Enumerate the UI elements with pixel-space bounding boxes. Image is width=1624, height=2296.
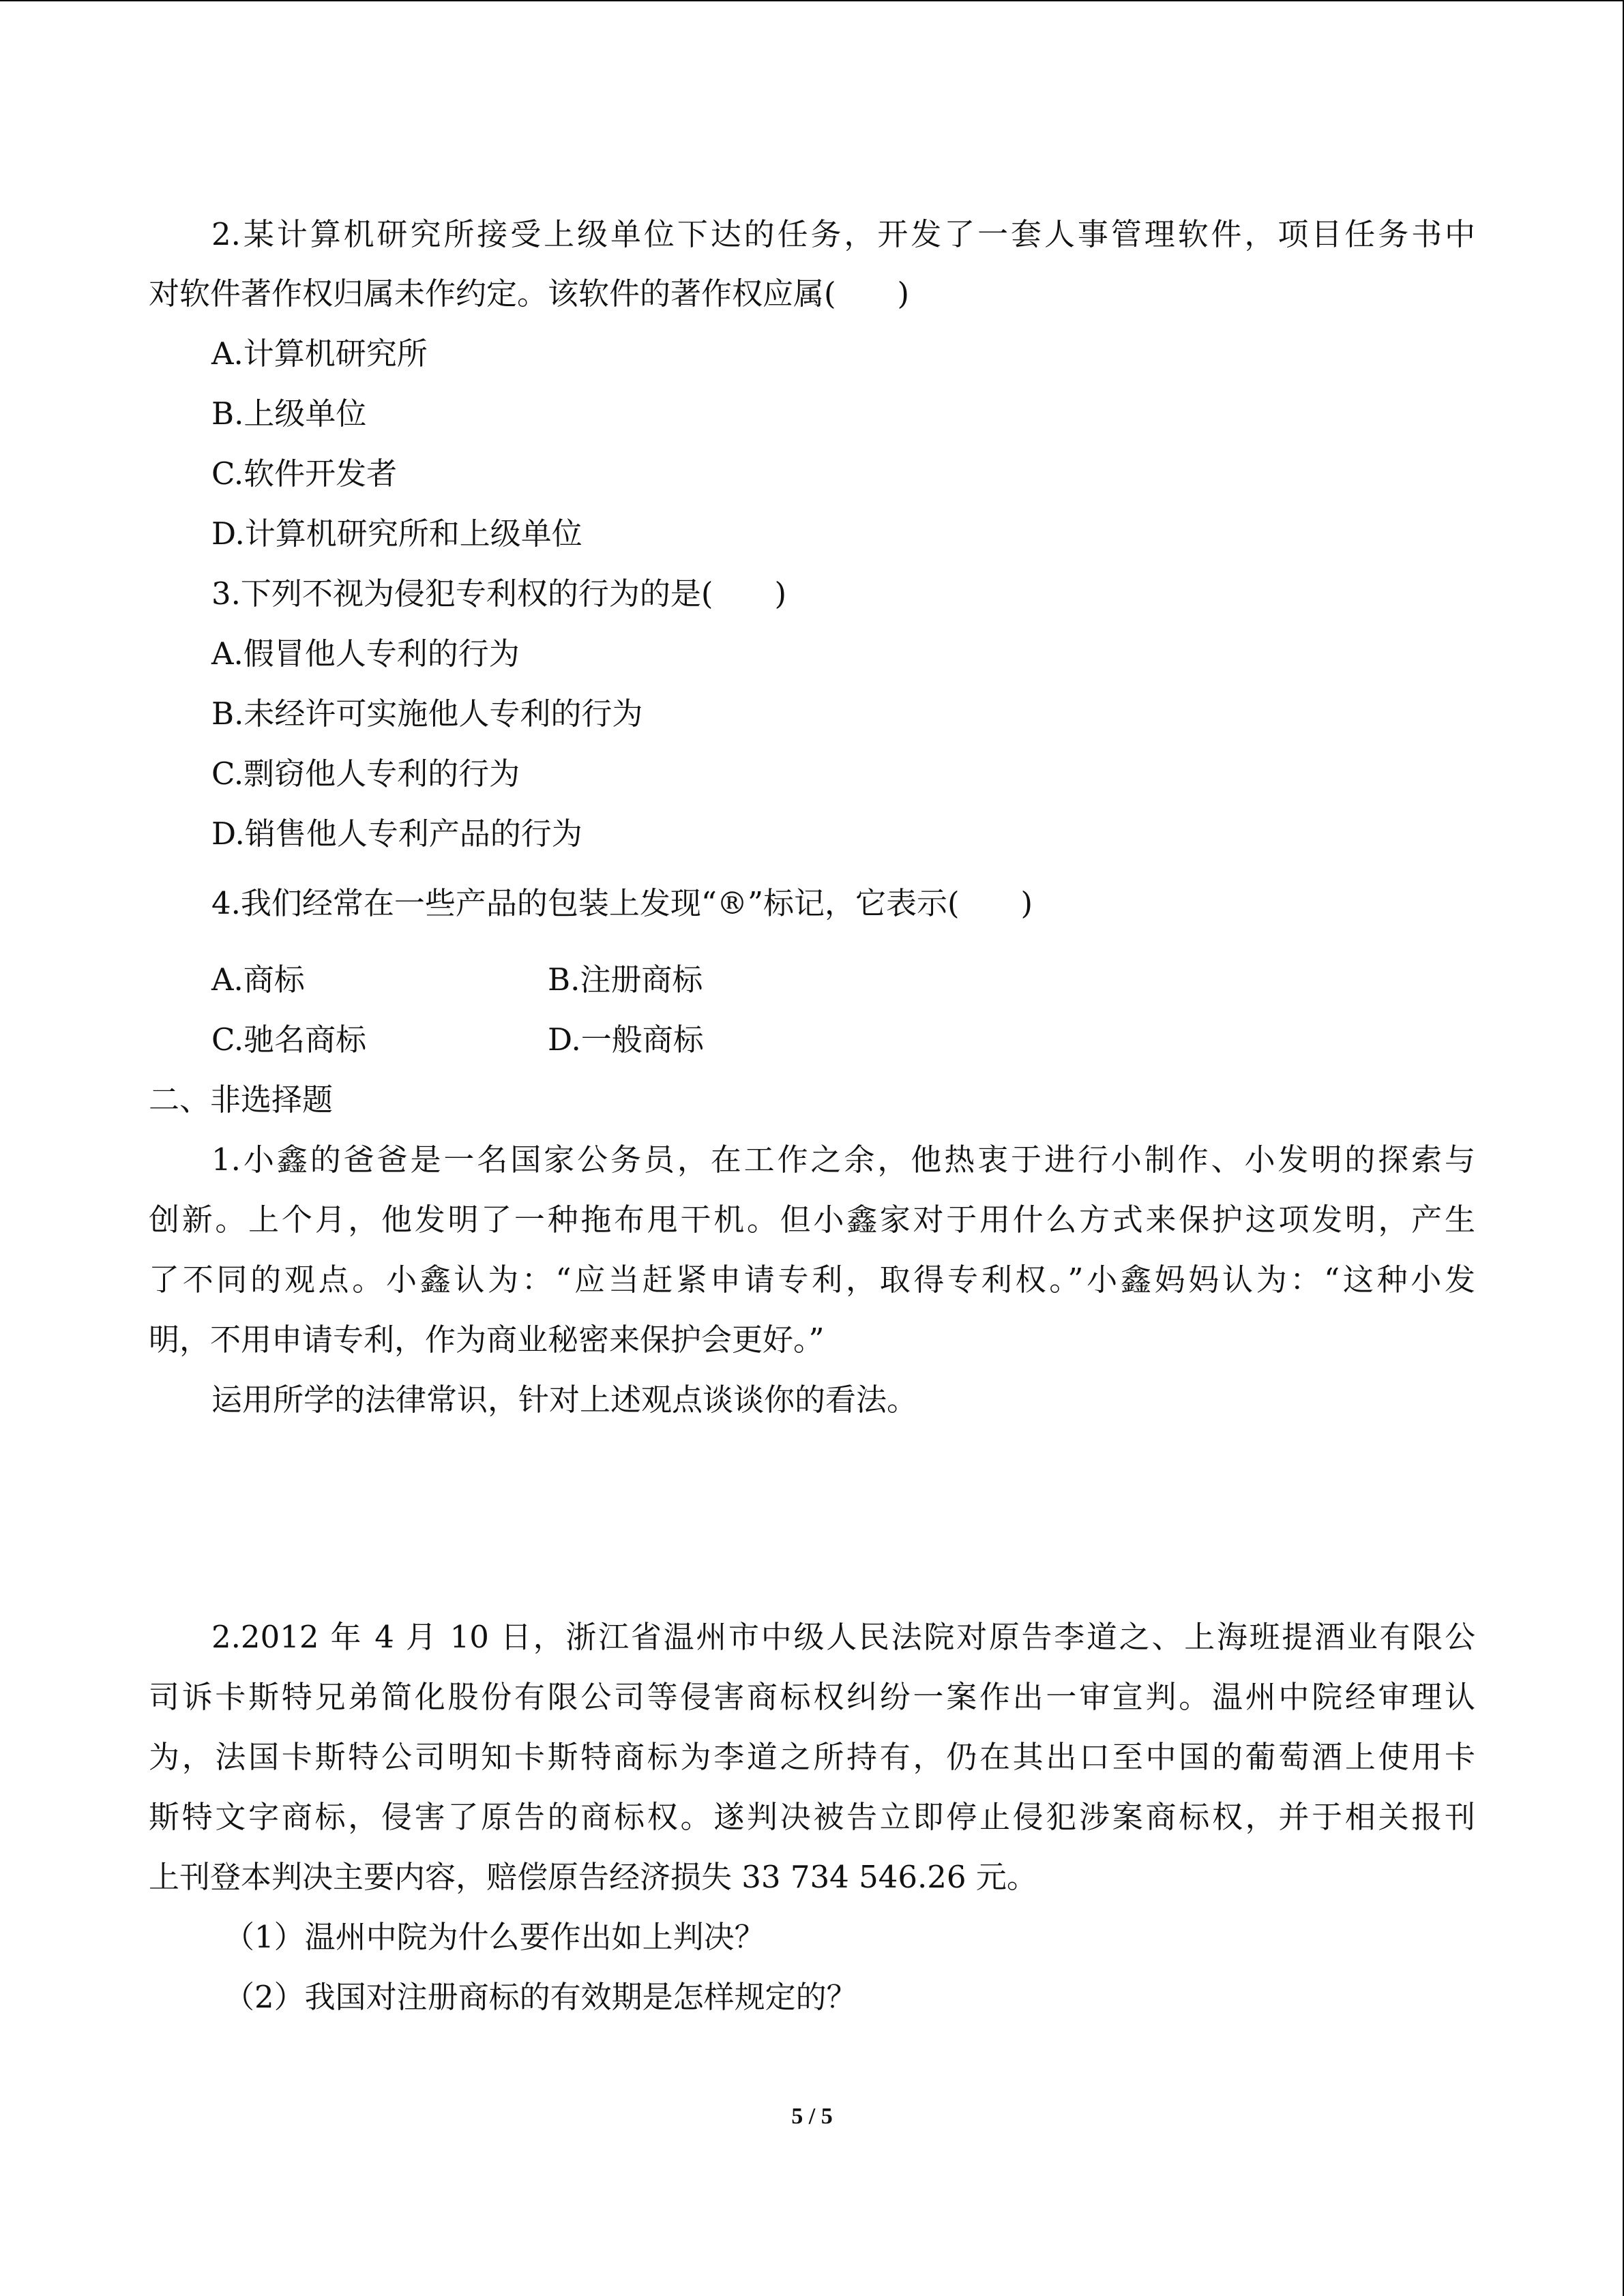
q1-line-2: 创新。上个月，他发明了一种拖布甩干机。但小鑫家对于用什么方式来保护这项发明，产生: [149, 1202, 1475, 1238]
q1-line-3: 了不同的观点。小鑫认为：“应当赶紧申请专利，取得专利权。”小鑫妈妈认为：“这种小发: [149, 1262, 1475, 1298]
mc-question-2-option-c: C.软件开发者: [211, 456, 398, 492]
q2-line-4: 斯特文字商标，侵害了原告的商标权。遂判决被告立即停止侵犯涉案商标权，并于相关报刊: [149, 1799, 1475, 1835]
q1-task: 运用所学的法律常识，针对上述观点谈谈你的看法。: [211, 1382, 918, 1418]
mc-question-2-option-a: A.计算机研究所: [211, 336, 428, 372]
mc-question-3-stem: 3.下列不视为侵犯专利权的行为的是( ): [211, 576, 787, 612]
mc-question-2-option-b: B.上级单位: [211, 396, 367, 432]
mc-question-3-option-b: B.未经许可实施他人专利的行为: [211, 696, 643, 732]
q2-subquestion-1: （1）温州中院为什么要作出如上判决？: [224, 1919, 765, 1955]
mc-question-2-stem-line-2: 对软件著作权归属未作约定。该软件的著作权应属( ): [149, 275, 910, 312]
mc-question-4-option-c: C.驰名商标: [211, 1022, 367, 1058]
mc-question-4-option-d: D.一般商标: [548, 1022, 704, 1058]
q1-line-4: 明，不用申请专利，作为商业秘密来保护会更好。”: [149, 1322, 825, 1358]
q2-line-2: 司诉卡斯特兄弟简化股份有限公司等侵害商标权纠纷一案作出一审宣判。温州中院经审理认: [149, 1679, 1475, 1715]
mc-question-3-option-c: C.剽窃他人专利的行为: [211, 756, 520, 792]
q2-subquestion-2: （2）我国对注册商标的有效期是怎样规定的？: [224, 1979, 857, 2015]
q2-line-1: 2.2012 年 4 月 10 日，浙江省温州市中级人民法院对原告李道之、上海班提酒业有限公: [211, 1619, 1475, 1655]
section-2-title: 二、非选择题: [149, 1082, 334, 1118]
mc-question-4-option-b: B.注册商标: [548, 961, 703, 998]
q1-line-1: 1.小鑫的爸爸是一名国家公务员，在工作之余，他热衷于进行小制作、小发明的探索与: [211, 1142, 1475, 1178]
mc-question-3-option-a: A.假冒他人专利的行为: [211, 636, 520, 672]
q2-line-5: 上刊登本判决主要内容，赔偿原告经济损失 33 734 546.26 元。: [149, 1859, 1037, 1895]
mc-question-4-stem: 4.我们经常在一些产品的包装上发现“®”标记，它表示( ): [211, 885, 1033, 921]
page-number: 5 / 5: [791, 2104, 833, 2129]
mc-question-2-option-d: D.计算机研究所和上级单位: [211, 516, 582, 552]
mc-question-4-option-a: A.商标: [211, 961, 305, 998]
mc-question-2-stem-line-1: 2.某计算机研究所接受上级单位下达的任务，开发了一套人事管理软件，项目任务书中: [211, 216, 1475, 252]
q2-line-3: 为，法国卡斯特公司明知卡斯特商标为李道之所持有，仍在其出口至中国的葡萄酒上使用卡: [149, 1739, 1475, 1775]
mc-question-3-option-d: D.销售他人专利产品的行为: [211, 816, 582, 852]
